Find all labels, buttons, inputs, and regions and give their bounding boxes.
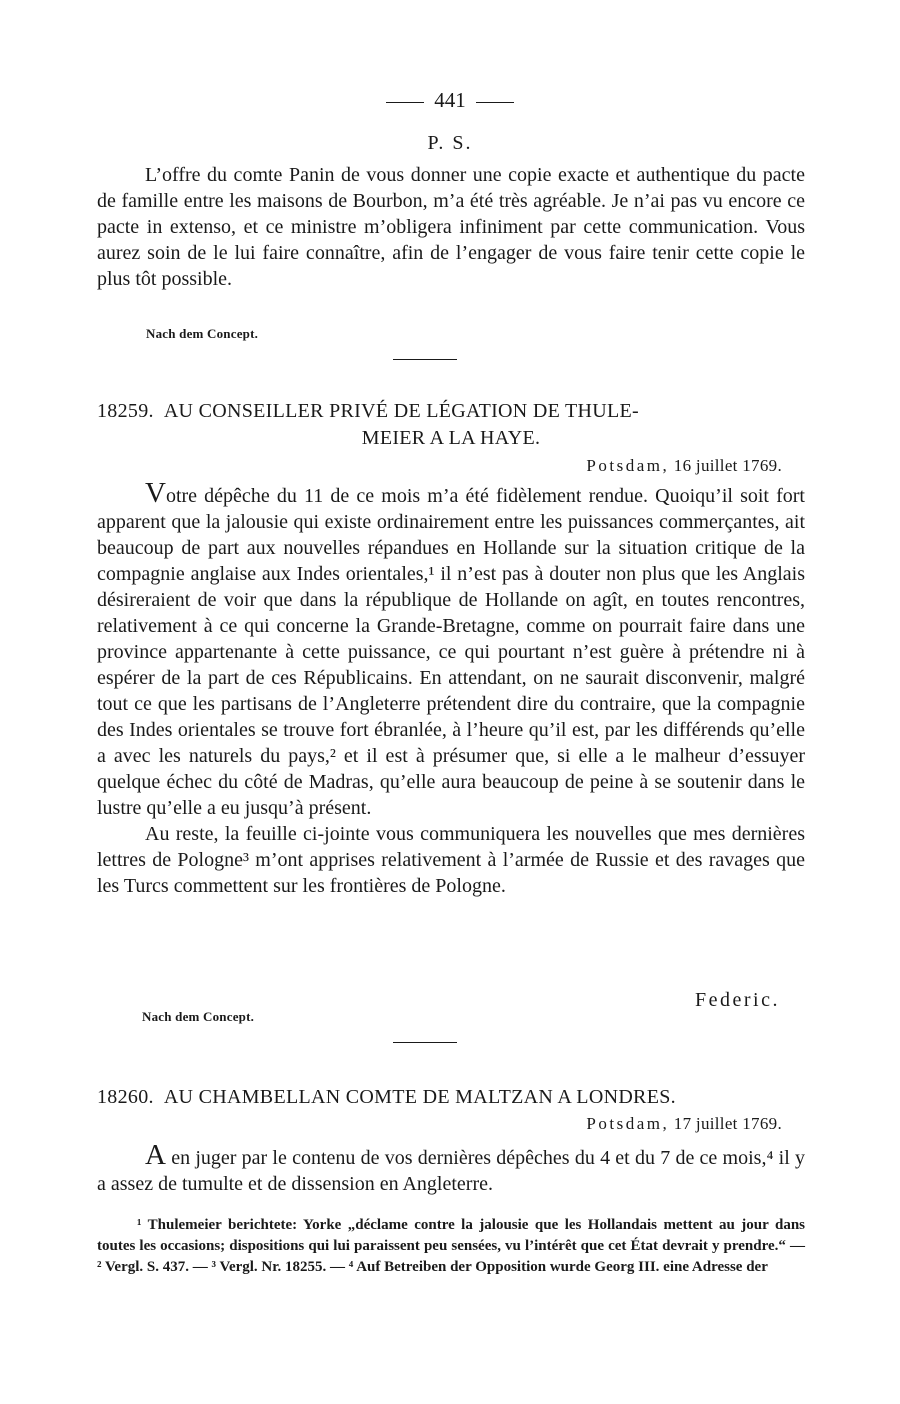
letter-18260-paragraph-1 [97,1139,806,1197]
dropcap: V [145,477,166,509]
letter-18260-heading [97,1084,805,1111]
concept-note-2: Nach dem Concept. [142,1009,255,1024]
dateline-place: Potsdam, [586,1114,670,1133]
letter-18259-body [97,477,805,899]
dash-left [386,102,424,103]
paragraph-text: en juger par le contenu de vos dernières dépêches du 4 et du 7 de ce mois,⁴ il y a assez de tumulte et de dissension en Angleterre. [97,1147,806,1195]
letter-18260-body [97,1139,806,1197]
heading-text: AU CHAMBELLAN COMTE DE MALTZAN A LONDRES. [163,1086,676,1108]
letter-18259-paragraph-1 [97,477,805,821]
heading-line-1: AU CONSEILLER PRIVÉ DE LÉGATION DE THULE- [163,400,640,422]
concept-note-1: Nach dem Concept. [146,326,259,341]
dateline-place: Potsdam, [586,456,670,475]
footnote-text: ¹ Thulemeier berichtete: Yorke „déclame contre la jalousie que les Hollandais mettent au jour dans toutes les occasions; dispositions qui lui paraissent peu sensées, vu l’intérêt que cet État devrait y prendre.“ — ² Vergl. S. 437. — ³ Vergl. Nr. 18255. — ⁴ Auf Betreiben der Opposition wurde Georg III. eine Adresse der [97,1217,805,1275]
dropcap: A [145,1139,166,1171]
heading-line-2: MEIER A LA HAYE. [361,427,541,449]
letter-number: 18259. [97,400,154,422]
dateline-2 [586,1114,782,1134]
dash-right [476,102,514,103]
letter-18259-paragraph-2: Au reste, la feuille ci-jointe vous communiquera les nouvelles que mes dernières lettres de Pologne³ m’ont apprises relativement à l’armée de Russie et des ravages que les Turcs commettent sur les frontières de Pologne. [97,823,805,897]
page-number [370,88,530,112]
ps-heading: P. S. [427,132,473,154]
signature: Federic. [695,989,780,1011]
ps-paragraph-block [97,162,805,292]
page-number-text: 441 [434,88,466,112]
footnotes [97,1215,805,1278]
letter-number: 18260. [97,1086,154,1108]
letter-18259-heading [97,398,805,452]
separator-rule-1 [393,359,457,360]
paragraph-text: otre dépêche du 11 de ce mois m’a été fidèlement rendue. Quoiqu’il soit fort apparent que la jalousie qui existe ordinairement entre les puissances commerçantes, ait beaucoup de part aux nouvelles répandues en Hollande sur la situation critique de la compagnie anglaise aux Indes orientales,¹ il n’est pas à douter non plus que les Anglais désireraient de voir que dans la république de Hollande on agît, en toutes rencontres, relativement à ce qui concerne la Grande-Bretagne, comme on pourrait faire dans une province appartenante à cette puissance, ce qui pourtant n’est guère à prétendre ni à espérer de la part de ces Républicains. En attendant, on ne saurait disconvenir, malgré tout ce que les partisans de l’Angleterre prétendent dire du contraire, que la compagnie des Indes orientales se trouve fort ébranlée, à l’heure qu’il est, par les différends qu’elle a avec les naturels du pays,² et il est à présumer que, si elle a le malheur d’essuyer quelque échec du côté de Madras, qu’elle aura beaucoup de peine à se soutenir dans le lustre qu’elle a eu jusqu’à présent. [97,485,805,819]
dateline-date: 17 juillet 1769. [673,1114,782,1133]
separator-rule-2 [393,1042,457,1043]
ps-paragraph: L’offre du comte Panin de vous donner une copie exacte et authentique du pacte de famille entre les maisons de Bourbon, m’a été très agréable. Je n’ai pas vu encore ce pacte in extenso, et ce ministre m’obligera infiniment par cette communication. Vous aurez soin de le lui faire connaître, afin de l’engager de vous faire tenir cette copie le plus tôt possible. [97,164,805,290]
dateline-1 [586,456,782,476]
dateline-date: 16 juillet 1769. [673,456,782,475]
